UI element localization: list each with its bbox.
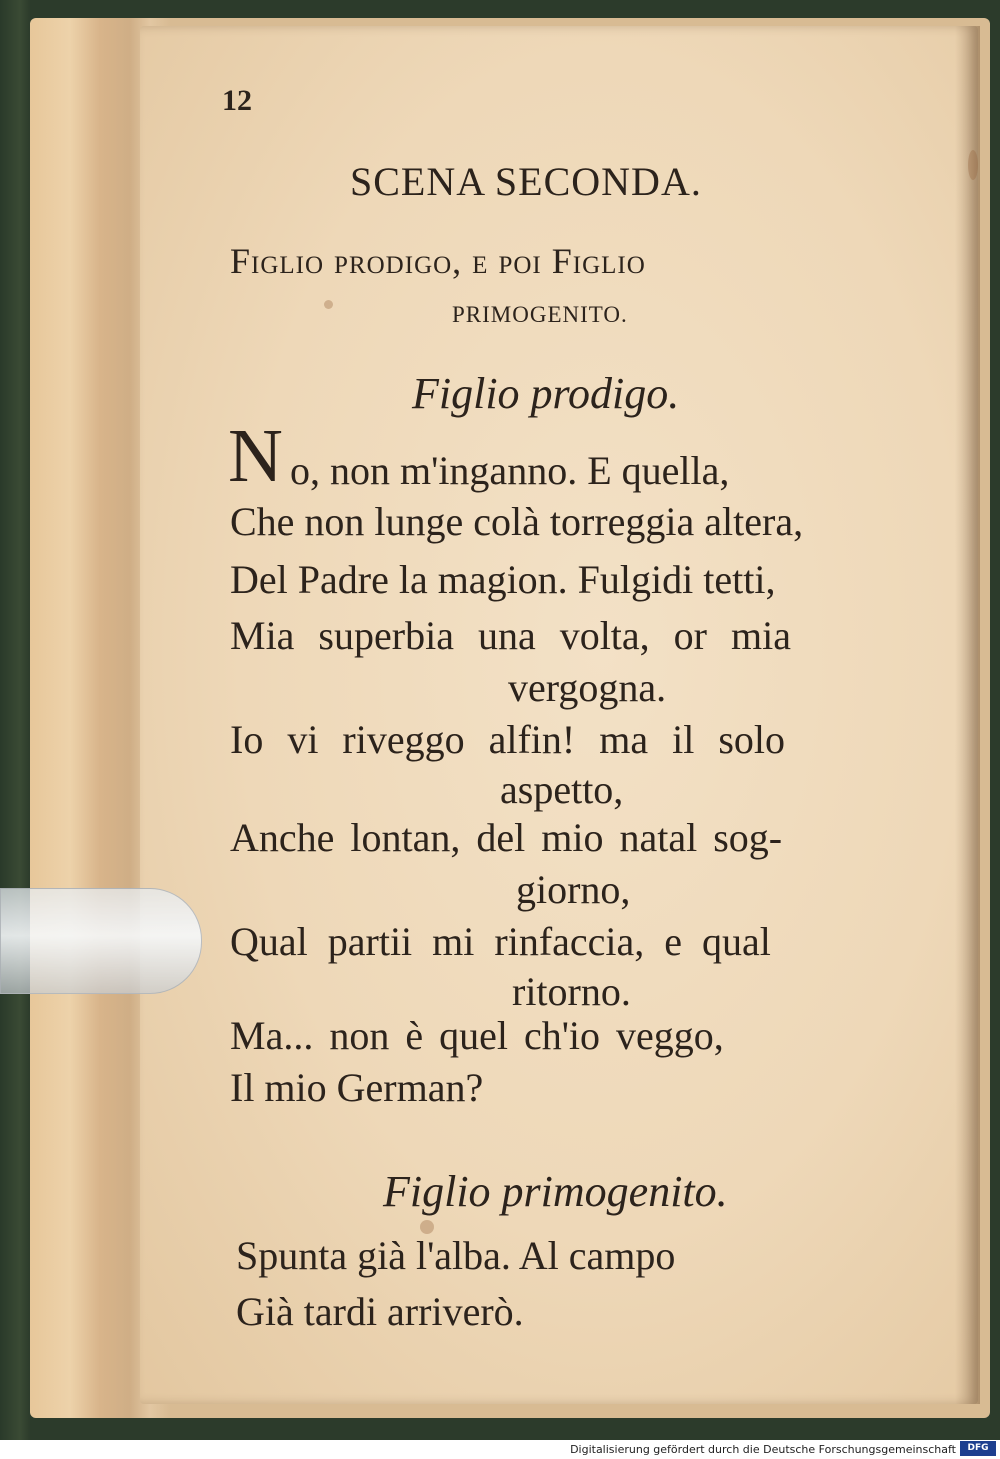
scene-title: SCENA SECONDA. [350,159,702,204]
page-clip [0,888,202,994]
verse-line-continuation: aspetto, [500,767,624,812]
verse-line: Mia superbia una volta, or mia [230,613,791,658]
speaker-heading: Figlio prodigo. [412,369,680,418]
characters-line-1: Figlio prodigo, e poi Figlio [230,241,646,281]
verse-line: Già tardi arriverò. [236,1289,524,1334]
characters-line-2: PRIMOGENITO. [452,302,628,327]
verse-line-continuation: vergogna. [508,665,667,710]
digitization-credit: Digitalisierung gefördert durch die Deutsche Forschungsgemeinschaft [570,1443,956,1456]
verse-line-continuation: ritorno. [512,969,631,1014]
drop-cap: N [228,414,283,498]
page-number: 12 [222,84,252,117]
verse-line: Spunta già l'alba. Al campo [236,1233,676,1278]
gutter-shadow [955,26,980,1404]
speaker-heading: Figlio primogenito. [383,1167,728,1216]
verse-line: Del Padre la magion. Fulgidi tetti, [230,557,776,602]
verse-line: o, non m'inganno. E quella, [290,448,730,493]
verse-line: Che non lunge colà torreggia altera, [230,499,804,544]
verse-line: Il mio German? [230,1065,484,1110]
verse-line-continuation: giorno, [516,867,631,912]
stain-mark [324,300,333,309]
stain-mark [968,150,978,180]
verse-line: Ma... non è quel ch'io veggo, [230,1013,724,1058]
verse-line: Anche lontan, del mio natal sog- [230,815,783,860]
verse-line: Qual partii mi rinfaccia, e qual [230,919,771,964]
verse-line: Io vi riveggo alfin! ma il solo [230,717,786,762]
dfg-logo: DFG [960,1441,996,1456]
